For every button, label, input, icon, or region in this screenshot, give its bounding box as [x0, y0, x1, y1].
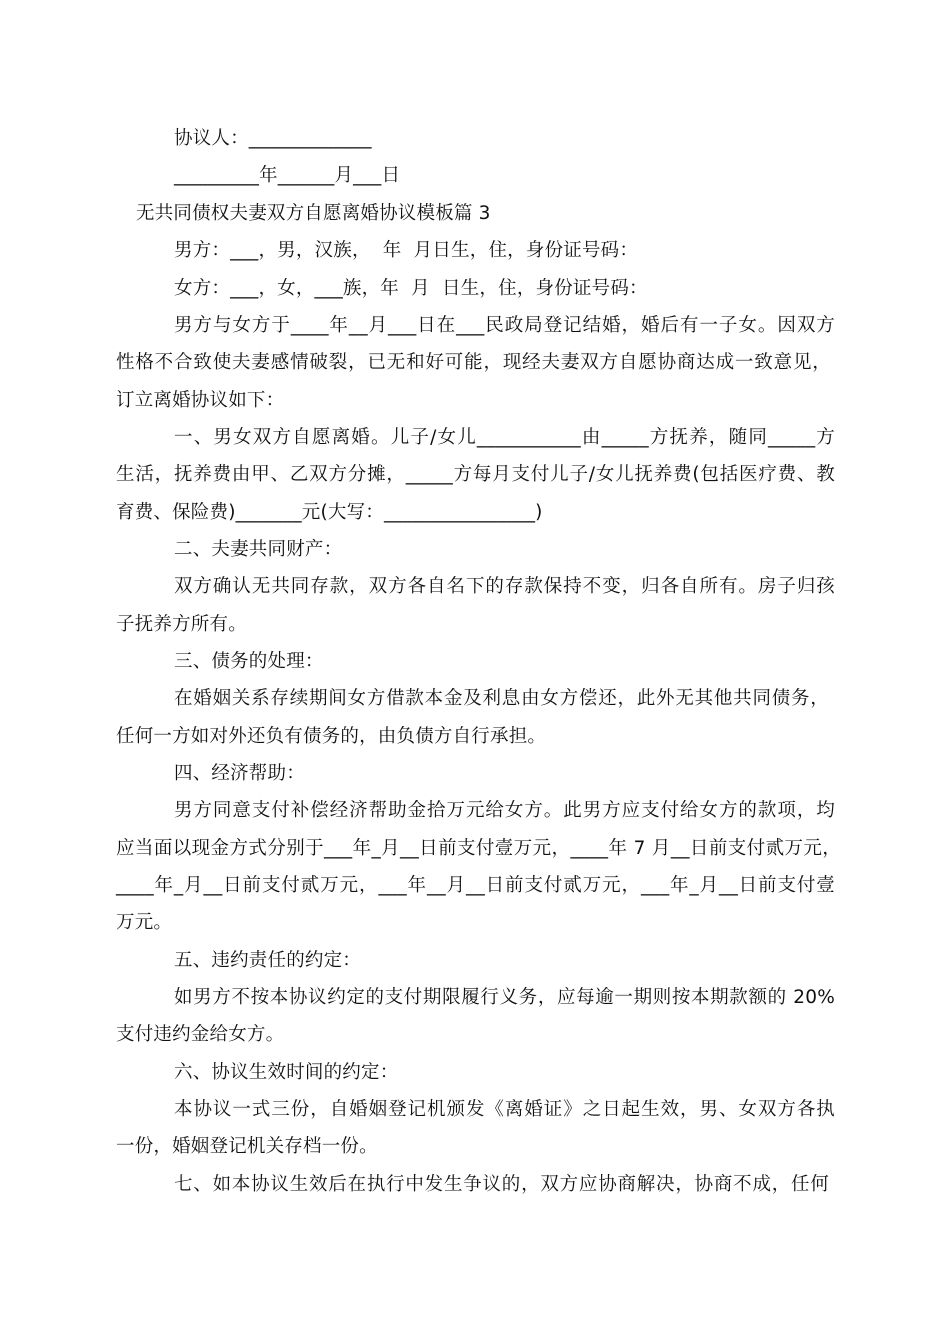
paragraph-line: 本协议一式三份，自婚姻登记机颁发《离婚证》之日起生效，男、女双方各执 [174, 1099, 835, 1120]
date-line: _________年______月___日 [174, 165, 401, 186]
clause-one-line: 生活，抚养费由甲、乙双方分摊，_____方每月支付儿子/女儿抚养费(包括医疗费、教 [116, 464, 835, 485]
paragraph-line: 在婚姻关系存续期间女方借款本金及利息由女方偿还，此外无其他共同债务， [174, 688, 829, 709]
paragraph-line: 一份，婚姻登记机关存档一份。 [116, 1136, 378, 1157]
paragraph-line: 支付违约金给女方。 [116, 1024, 285, 1045]
signatory-line: 协议人：_____________ [174, 128, 372, 149]
clause-heading: 五、违约责任的约定： [174, 950, 362, 971]
paragraph-line: 子抚养方所有。 [116, 614, 247, 635]
paragraph-line: 男方同意支付补偿经济帮助金拾万元给女方。此男方应支付给女方的款项，均 [174, 800, 835, 821]
paragraph-line: 双方确认无共同存款，双方各自名下的存款保持不变，归各自所有。房子归孩 [174, 576, 835, 597]
paragraph-line: 应当面以现金方式分别于___年_月__日前支付壹万元，____年 7 月__日前支付贰万元， [116, 838, 841, 859]
clause-one-line: 一、男女双方自愿离婚。儿子/女儿___________由_____方抚养，随同_____方 [174, 427, 835, 448]
clause-heading: 六、协议生效时间的约定： [174, 1062, 399, 1083]
paragraph-line: 男方与女方于____年__月___日在___民政局登记结婚，婚后有一子女。因双方 [174, 315, 835, 336]
clause-one-line: 育费、保险费)_______元(大写：________________) [116, 502, 543, 523]
paragraph-line: 性格不合致使夫妻感情破裂，已无和好可能，现经夫妻双方自愿协商达成一致意见， [116, 352, 831, 373]
paragraph-line: 任何一方如对外还负有债务的，由负债方自行承担。 [116, 726, 547, 747]
paragraph-line: 如男方不按本协议约定的支付期限履行义务，应每逾一期则按本期款额的 20% [174, 987, 835, 1008]
paragraph-line: 万元。 [116, 912, 173, 933]
clause-heading: 四、经济帮助： [174, 763, 305, 784]
wife-info-line: 女方：___，女，___族，年 月 日生，住，身份证号码： [174, 278, 648, 299]
section-title: 无共同债权夫妻双方自愿离婚协议模板篇 3 [136, 203, 491, 224]
clause-heading: 三、债务的处理： [174, 651, 324, 672]
clause-seven-line: 七、如本协议生效后在执行中发生争议的，双方应协商解决，协商不成，任何 [174, 1174, 829, 1195]
paragraph-line: ____年_月__日前支付贰万元，___年__月__日前支付贰万元，___年_月__日前支付壹 [116, 875, 835, 896]
clause-heading: 二、夫妻共同财产： [174, 539, 343, 560]
husband-info-line: 男方：___，男，汉族， 年 月日生，住，身份证号码： [174, 240, 639, 261]
paragraph-line: 订立离婚协议如下： [116, 390, 285, 411]
